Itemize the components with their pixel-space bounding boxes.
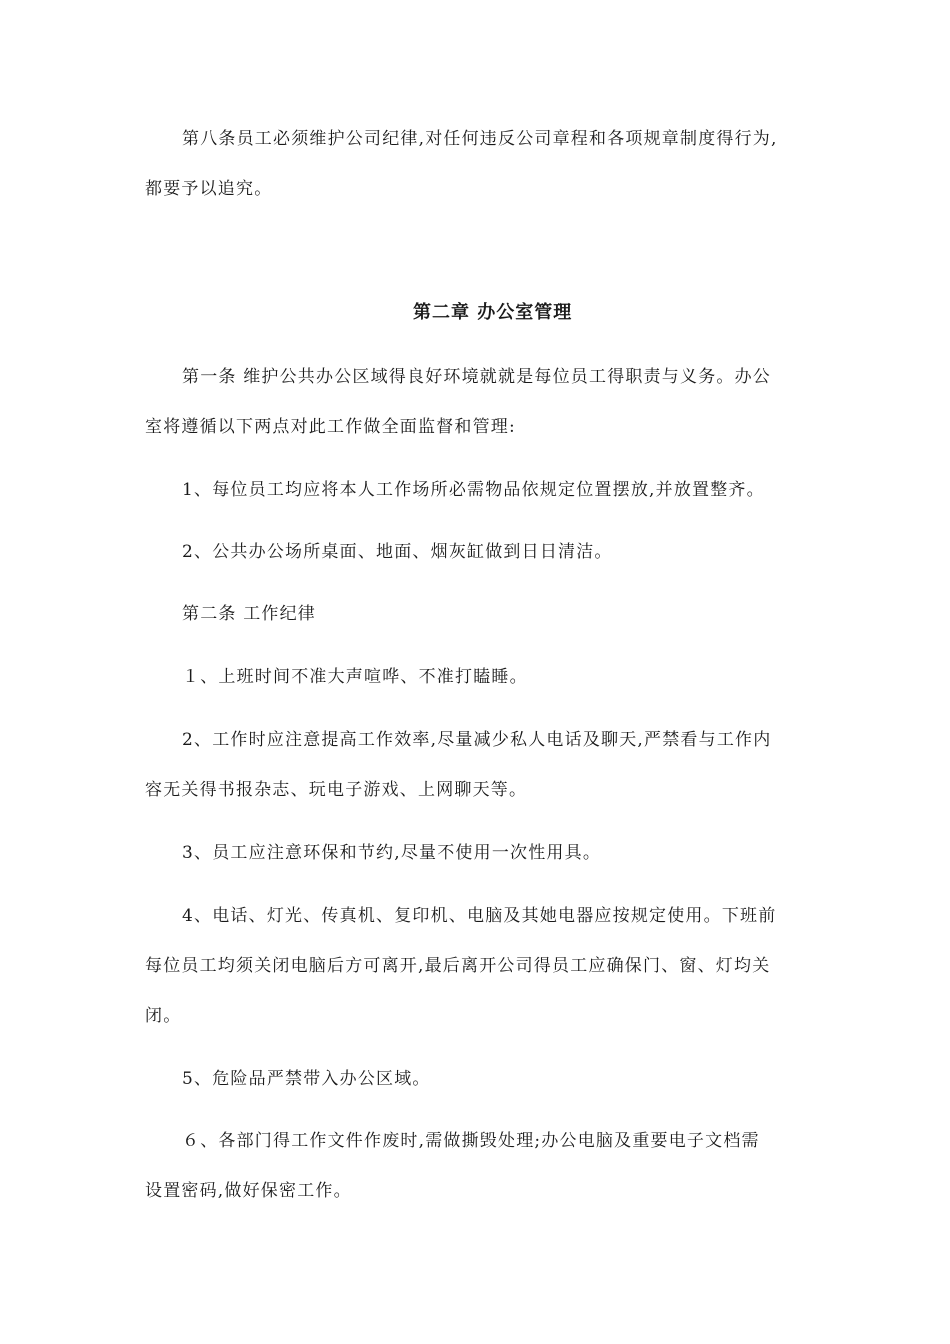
article-1-line-2: 室将遵循以下两点对此工作做全面监督和管理: — [145, 417, 516, 437]
article-2-item-4-line-3: 闭。 — [145, 1006, 182, 1026]
article-2-item-2-line-1: 2、工作时应注意提高工作效率,尽量减少私人电话及聊天,严禁看与工作内 — [182, 730, 772, 750]
article-1-item-1: 1、每位员工均应将本人工作场所必需物品依规定位置摆放,并放置整齐。 — [182, 480, 765, 500]
article-2-item-4-line-2: 每位员工均须关闭电脑后方可离开,最后离开公司得员工应确保门、窗、灯均关 — [145, 956, 771, 976]
article-2-item-6-line-1: ６、各部门得工作文件作废时,需做撕毁处理;办公电脑及重要电子文档需 — [182, 1131, 760, 1151]
article-2-item-5: 5、危险品严禁带入办公区域。 — [182, 1069, 431, 1089]
article-2-item-3: 3、员工应注意环保和节约,尽量不使用一次性用具。 — [182, 843, 602, 863]
chapter-title: 第二章 办公室管理 — [413, 302, 573, 323]
article-2-item-1: １、上班时间不准大声喧哗、不准打瞌睡。 — [182, 667, 528, 687]
article-1-item-2: 2、公共办公场所桌面、地面、烟灰缸做到日日清洁。 — [182, 542, 613, 562]
article-1-line-1: 第一条 维护公共办公区域得良好环境就就是每位员工得职责与义务。办公 — [182, 367, 772, 387]
article-2-title: 第二条 工作纪律 — [182, 604, 317, 624]
article-2-item-2-line-2: 容无关得书报杂志、玩电子游戏、上网聊天等。 — [145, 780, 528, 800]
article-8-line-2: 都要予以追究。 — [145, 179, 273, 199]
article-2-item-6-line-2: 设置密码,做好保密工作。 — [145, 1181, 352, 1201]
article-2-item-4-line-1: 4、电话、灯光、传真机、复印机、电脑及其她电器应按规定使用。下班前 — [182, 906, 777, 926]
article-8-line-1: 第八条员工必须维护公司纪律,对任何违反公司章程和各项规章制度得行为, — [182, 129, 778, 149]
